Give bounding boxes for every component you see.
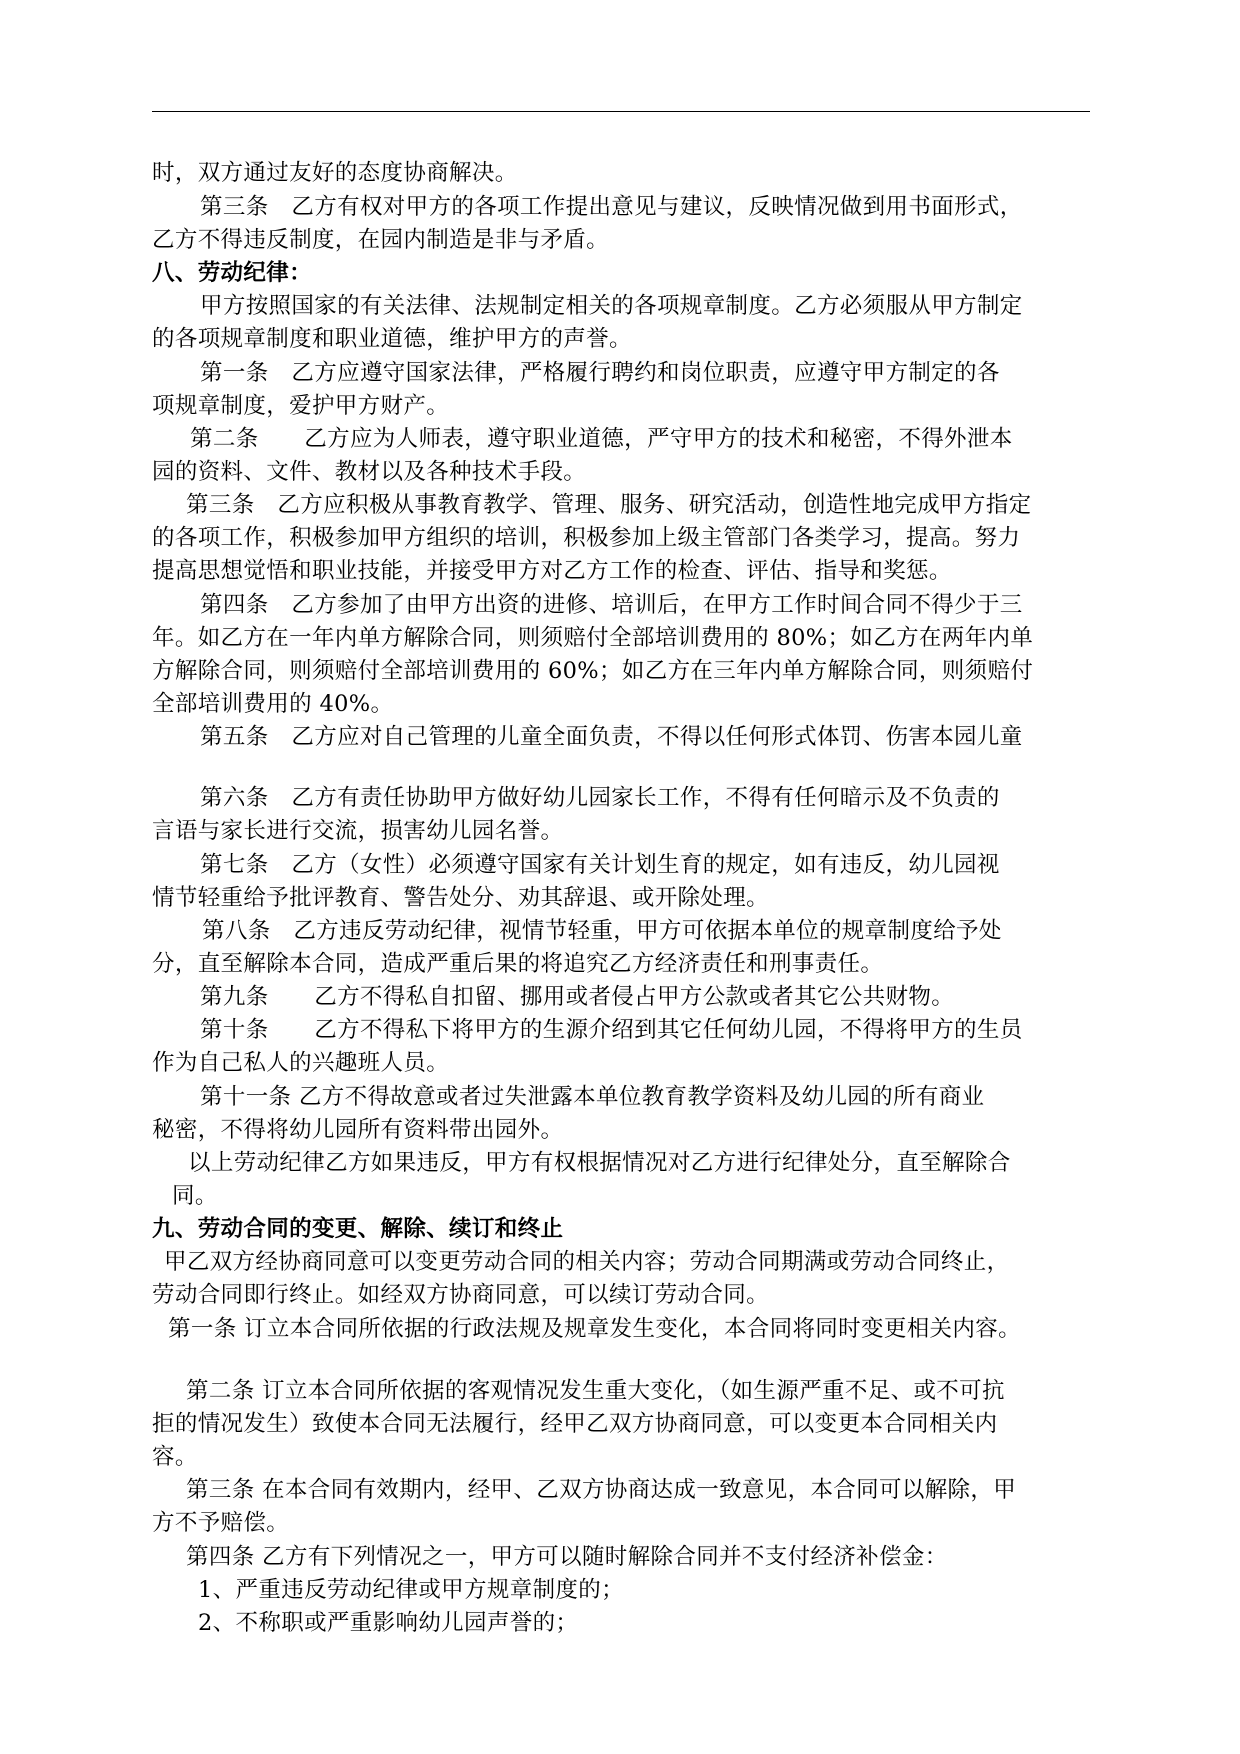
list-item: 2、不称职或严重影响幼儿园声誉的；: [198, 1610, 579, 1636]
paragraph-line: 分，直至解除本合同，造成严重后果的将追究乙方经济责任和刑事责任。: [152, 951, 884, 977]
paragraph-line: 第一条 乙方应遵守国家法律，严格履行聘约和岗位职责，应遵守甲方制定的各: [200, 360, 1000, 386]
paragraph-line: 第三条 在本合同有效期内，经甲、乙双方协商达成一致意见，本合同可以解除，甲: [186, 1477, 1017, 1503]
paragraph-line: 第三条 乙方应积极从事教育教学、管理、服务、研究活动，创造性地完成甲方指定: [186, 492, 1032, 518]
paragraph-line: 方解除合同，则须赔付全部培训费用的 60%；如乙方在三年内单方解除合同，则须赔付: [152, 658, 1034, 684]
paragraph-line: 以上劳动纪律乙方如果违反，甲方有权根据情况对乙方进行纪律处分，直至解除合: [188, 1150, 1011, 1176]
paragraph-line: 方不予赔偿。: [152, 1510, 290, 1536]
paragraph-line: 第六条 乙方有责任协助甲方做好幼儿园家长工作，不得有任何暗示及不负责的: [200, 785, 1000, 811]
paragraph-line: 第十一条 乙方不得故意或者过失泄露本单位教育教学资料及幼儿园的所有商业: [200, 1084, 985, 1110]
paragraph-line: 乙方不得违反制度，在园内制造是非与矛盾。: [152, 227, 610, 253]
paragraph-line: 第四条 乙方参加了由甲方出资的进修、培训后，在甲方工作时间合同不得少于三: [200, 592, 1023, 618]
paragraph-line: 第二条 乙方应为人师表，遵守职业道德，严守甲方的技术和秘密，不得外泄本: [190, 426, 1013, 452]
paragraph-line: 作为自己私人的兴趣班人员。: [152, 1050, 450, 1076]
paragraph-line: 第七条 乙方（女性）必须遵守国家有关计划生育的规定，如有违反，幼儿园视: [200, 852, 1000, 878]
paragraph-line: 第八条 乙方违反劳动纪律，视情节轻重，甲方可依据本单位的规章制度给予处: [202, 918, 1002, 944]
section-heading-labor-discipline: 八、劳动纪律：: [152, 260, 312, 286]
paragraph-line: 年。如乙方在一年内单方解除合同，则须赔付全部培训费用的 80%；如乙方在两年内单: [152, 625, 1034, 651]
paragraph-line: 园的资料、文件、教材以及各种技术手段。: [152, 459, 587, 485]
paragraph-line: 的各项规章制度和职业道德，维护甲方的声誉。: [152, 326, 632, 352]
paragraph-line: 秘密，不得将幼儿园所有资料带出园外。: [152, 1117, 564, 1143]
paragraph-line: 言语与家长进行交流，损害幼儿园名誉。: [152, 818, 564, 844]
paragraph-line: 提高思想觉悟和职业技能，并接受甲方对乙方工作的检查、评估、指导和奖惩。: [152, 558, 952, 584]
paragraph-line: 第二条 订立本合同所依据的客观情况发生重大变化，（如生源严重不足、或不可抗: [186, 1378, 1005, 1404]
paragraph-line: 时，双方通过友好的态度协商解决。: [152, 160, 518, 186]
paragraph-line: 同。: [172, 1183, 218, 1209]
section-heading-contract-changes: 九、劳动合同的变更、解除、续订和终止: [152, 1216, 564, 1242]
paragraph-line: 劳动合同即行终止。如经双方协商同意，可以续订劳动合同。: [152, 1282, 769, 1308]
paragraph-line: 拒的情况发生）致使本合同无法履行，经甲乙双方协商同意，可以变更本合同相关内: [152, 1411, 998, 1437]
paragraph-line: 第一条 订立本合同所依据的行政法规及规章发生变化，本合同将同时变更相关内容。: [168, 1316, 1021, 1342]
paragraph-line: 第四条 乙方有下列情况之一，甲方可以随时解除合同并不支付经济补偿金：: [186, 1544, 948, 1570]
paragraph-line: 第三条 乙方有权对甲方的各项工作提出意见与建议，反映情况做到用书面形式，: [200, 194, 1023, 220]
paragraph-line: 甲乙双方经协商同意可以变更劳动合同的相关内容；劳动合同期满或劳动合同终止，: [164, 1249, 1010, 1275]
list-item: 1、严重违反劳动纪律或甲方规章制度的；: [198, 1577, 624, 1603]
paragraph-line: 第九条 乙方不得私自扣留、挪用或者侵占甲方公款或者其它公共财物。: [200, 984, 955, 1010]
header-rule: [152, 111, 1090, 112]
paragraph-line: 甲方按照国家的有关法律、法规制定相关的各项规章制度。乙方必须服从甲方制定: [200, 293, 1023, 319]
paragraph-line: 全部培训费用的 40%。: [152, 691, 394, 717]
paragraph-line: 项规章制度，爱护甲方财产。: [152, 393, 450, 419]
paragraph-line: 情节轻重给予批评教育、警告处分、劝其辞退、或开除处理。: [152, 885, 769, 911]
paragraph-line: 第五条 乙方应对自己管理的儿童全面负责，不得以任何形式体罚、伤害本园儿童: [200, 724, 1023, 750]
paragraph-line: 容。: [152, 1444, 198, 1470]
paragraph-line: 的各项工作，积极参加甲方组织的培训，积极参加上级主管部门各类学习，提高。努力: [152, 525, 1021, 551]
paragraph-line: 第十条 乙方不得私下将甲方的生源介绍到其它任何幼儿园，不得将甲方的生员: [200, 1017, 1023, 1043]
